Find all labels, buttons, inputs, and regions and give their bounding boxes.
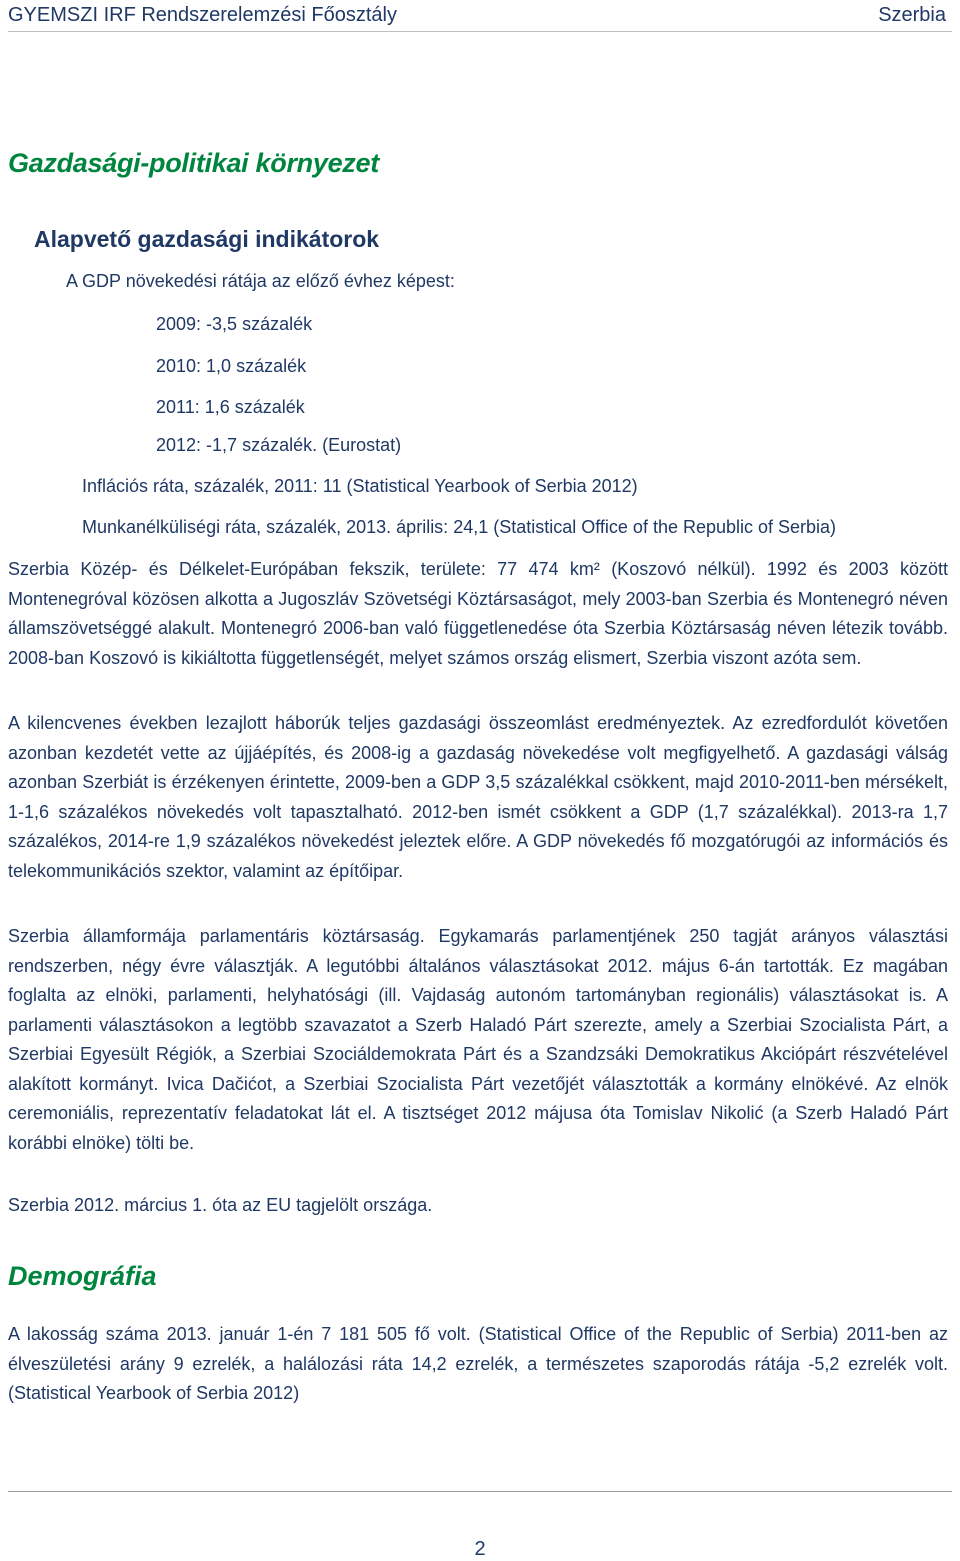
paragraph-population: A lakosság száma 2013. január 1-én 7 181 505 fő volt. (Statistical Office of the Republic of Serbia) 2011-ben az élveszületési arány 9 ezrelék, a halálozási ráta 14,2 ezrelék, a természetes szaporodás rátája -5,2 ezrelék volt. (Statistical Yearbook of Serbia 2012) xyxy=(8,1324,948,1403)
gdp-line-2011: 2011: 1,6 százalék xyxy=(156,397,305,417)
header-divider xyxy=(8,31,952,32)
paragraph-geography: Szerbia Közép- és Délkelet-Európában fekszik, területe: 77 474 km² (Koszovó nélkül). 1992 és 2003 között Montenegróval közösen alkotta a Jugoszláv Szövetségi Köztársaságot, mely 2003-ban Szerbia és Montenegró néven államszövetséggé alakult. Montenegró 2006-ban való függetlenedése óta Szerbia Köztársaság néven létezik tovább. 2008-ban Koszovó is kikiáltotta függetlenségét, melyet számos ország elismert, Szerbia viszont azóta sem. xyxy=(8,559,948,668)
section-title-economy: Gazdasági-politikai környezet xyxy=(8,148,379,178)
page-number: 2 xyxy=(474,1538,486,1560)
gdp-line-2009: 2009: -3,5 százalék xyxy=(156,314,313,334)
gdp-intro: A GDP növekedési rátája az előző évhez képest: xyxy=(66,271,455,291)
paragraph-eu-candidate: Szerbia 2012. március 1. óta az EU tagjelölt országa. xyxy=(8,1195,433,1215)
gdp-line-2012: 2012: -1,7 százalék. (Eurostat) xyxy=(156,435,402,455)
header-organization: GYEMSZI IRF Rendszerelemzési Főosztály xyxy=(8,3,397,26)
section-title-demography: Demográfia xyxy=(8,1261,157,1291)
header-country: Szerbia xyxy=(878,3,946,26)
unemployment-line: Munkanélküliségi ráta, százalék, 2013. április: 24,1 (Statistical Office of the Republic of Serbia) xyxy=(82,517,837,537)
paragraph-politics: Szerbia államformája parlamentáris köztársaság. Egykamarás parlamentjének 250 tagját arányos választási rendszerben, négy évre választják. A legutóbbi általános választásokat 2012. május 6-án tartották. Ez magában foglalta az elnöki, parlamenti, helyhatósági (ill. Vajdaság autonóm tartományban regionális) választásokat is. A parlamenti választásokon a legtöbb szavazatot a Szerb Haladó Párt szerezte, amely a Szerbiai Szocialista Párt, a Szerbiai Egyesült Régiók, a Szerbiai Szociáldemokrata Párt és a Szandzsáki Demokratikus Akciópárt részvételével alakított kormányt. Ivica Dačićot, a Szerbiai Szocialista Párt vezetőjét választották a kormány elnökévé. Az elnök ceremoniális, reprezentatív feladatokat lát el. A tisztséget 2012 májusa óta Tomislav Nikolić (a Szerb Haladó Párt korábbi elnöke) tölti be. xyxy=(8,926,948,1153)
inflation-line: Inflációs ráta, százalék, 2011: 11 (Statistical Yearbook of Serbia 2012) xyxy=(82,476,638,496)
page-header xyxy=(8,2,946,28)
gdp-line-2010: 2010: 1,0 százalék xyxy=(156,356,307,376)
subsection-title-indicators: Alapvető gazdasági indikátorok xyxy=(34,226,380,252)
paragraph-economy: A kilencvenes években lezajlott háborúk teljes gazdasági összeomlást eredményeztek. Az ezredfordulót követően azonban kezdetét vette az újjáépítés, és 2008-ig a gazdaság növekedése volt megfigyelhető. A gazdasági válság azonban Szerbiát is érzékenyen érintette, 2009-ben a GDP 3,5 százalékkal csökkent, majd 2010-2011-ben mérsékelt, 1-1,6 százalékos növekedés volt tapasztalható. 2012-ben ismét csökkent a GDP (1,7 százalékkal). 2013-ra 1,7 százalékos, 2014-re 1,9 százalékos növekedést jeleztek előre. A GDP növekedés fő mozgatórugói az információs és telekommunikációs szektor, valamint az építőipar. xyxy=(8,713,948,881)
footer-divider xyxy=(8,1491,952,1492)
